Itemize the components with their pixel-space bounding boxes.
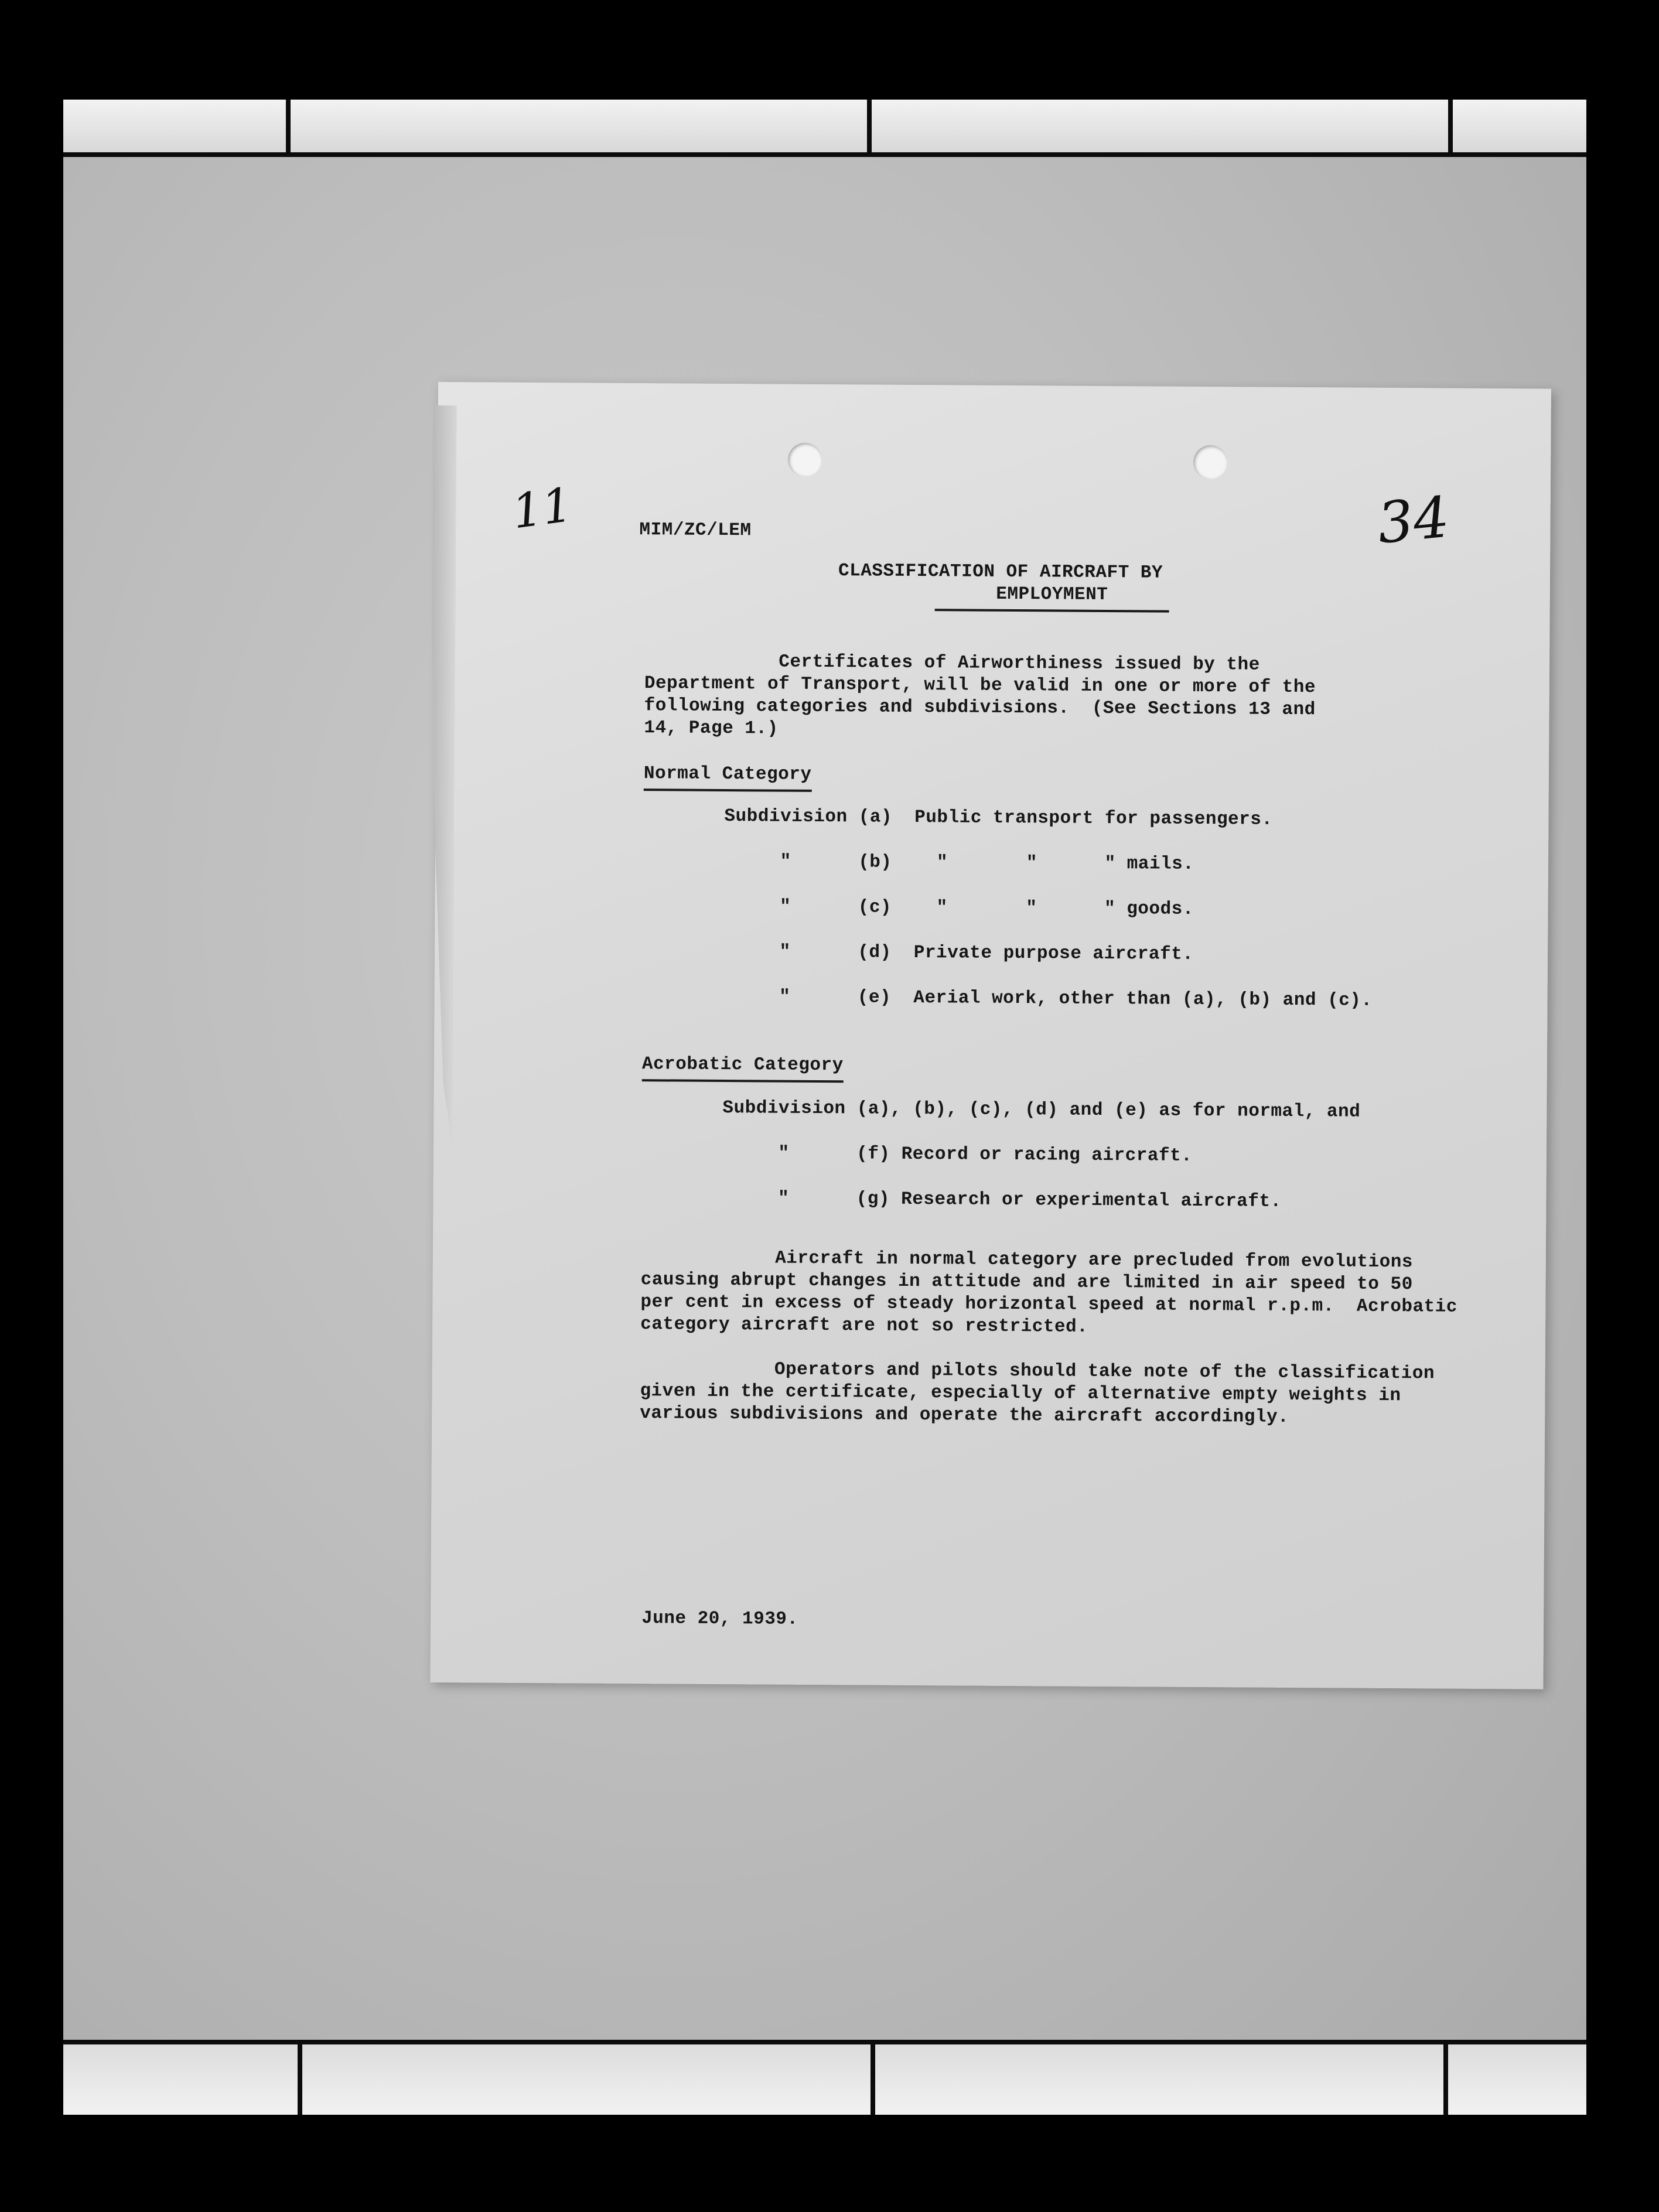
- acrobatic-category-heading: Acrobatic Category: [642, 1053, 844, 1083]
- subdivision-row: " (d) Private purpose aircraft.: [723, 941, 1194, 965]
- normal-category-heading: Normal Category: [644, 763, 812, 792]
- punch-hole: [1193, 445, 1227, 479]
- subdivision-row: " (f) Record or racing aircraft.: [722, 1142, 1193, 1166]
- intro-line: following categories and subdivisions. (See Sections 13 and: [644, 695, 1316, 721]
- subdivision-row: " (e) Aerial work, other than (a), (b) and (c).: [723, 986, 1373, 1011]
- intro-line: 14, Page 1.): [644, 718, 779, 739]
- frame-divider: [1443, 2044, 1448, 2115]
- document-date: June 20, 1939.: [641, 1608, 798, 1630]
- document-sheet: [430, 382, 1551, 1689]
- title-line2: EMPLOYMENT: [935, 583, 1169, 612]
- frame-divider: [871, 2044, 875, 2115]
- subdivision-row: " (g) Research or experimental aircraft.: [722, 1187, 1282, 1212]
- frame-divider: [867, 100, 872, 152]
- subdivision-row: " (b) " " " mails.: [723, 851, 1194, 875]
- reference-code: MIM/ZC/LEM: [639, 520, 752, 541]
- subdivision-row: Subdivision (a), (b), (c), (d) and (e) as for normal, and: [722, 1097, 1361, 1122]
- frame-divider: [1448, 100, 1453, 152]
- frame-bottom-strip: [63, 2040, 1586, 2115]
- handwritten-margin-mark: 11: [508, 477, 576, 540]
- punch-hole: [788, 443, 822, 477]
- paragraph-line: category aircraft are not so restricted.: [640, 1314, 1088, 1337]
- paragraph-line: given in the certificate, especially of alternative empty weights in: [640, 1381, 1401, 1407]
- title-line1: CLASSIFICATION OF AIRCRAFT BY: [838, 561, 1163, 583]
- frame-divider: [298, 2044, 302, 2115]
- paragraph-line: various subdivisions and operate the aircraft accordingly.: [640, 1403, 1289, 1428]
- paragraph-line: causing abrupt changes in attitude and are limited in air speed to 50: [640, 1269, 1413, 1295]
- frame-divider: [286, 100, 291, 152]
- paragraph-line: Aircraft in normal category are precluded from evolutions: [640, 1247, 1414, 1273]
- frame-top-strip: [63, 100, 1586, 157]
- intro-line: Department of Transport, will be valid in one or more of the: [644, 673, 1316, 698]
- intro-line: Certificates of Airworthiness issued by the: [644, 651, 1260, 675]
- paragraph-line: Operators and pilots should take note of the classification: [640, 1358, 1435, 1384]
- paragraph-line: per cent in excess of steady horizontal speed at normal r.p.m. Acrobatic: [640, 1292, 1458, 1317]
- subdivision-row: Subdivision (a) Public transport for passengers.: [724, 805, 1273, 830]
- handwritten-page-number: 34: [1374, 484, 1452, 557]
- subdivision-row: " (c) " " " goods.: [723, 896, 1194, 920]
